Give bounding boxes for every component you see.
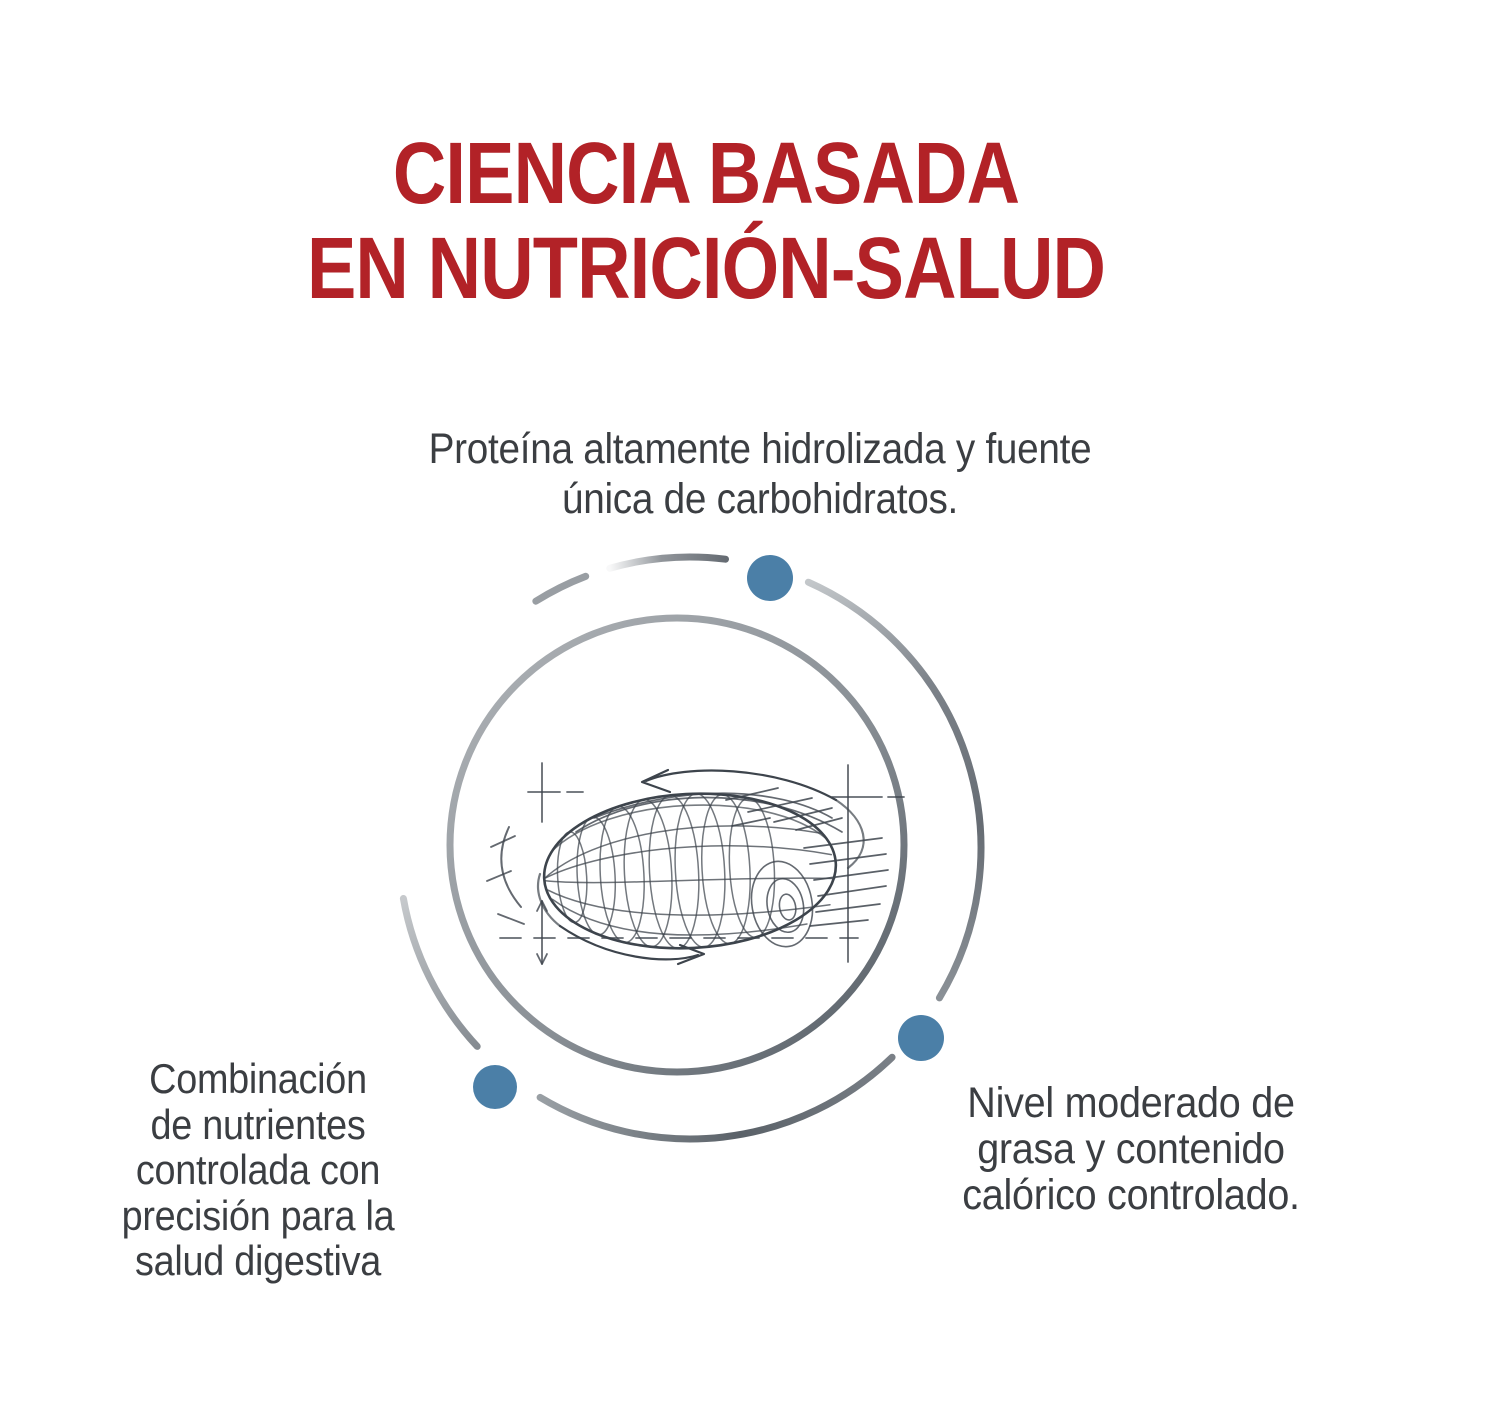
callout-protein-line-2: única de carbohidratos.	[561, 475, 959, 523]
callout-nutrients-line-2: de nutrientes	[150, 1100, 366, 1148]
marker-dot-right	[898, 1015, 944, 1061]
page-title	[106, 126, 1306, 316]
inner-circle	[450, 618, 904, 1072]
callout-nutrients-line-5: salud digestiva	[134, 1237, 382, 1284]
callout-nutrients-line-4: precisión para la	[121, 1191, 395, 1239]
outer-ring	[403, 557, 981, 1139]
callout-nutrients	[105, 1056, 411, 1284]
rotation-arrow-top-head	[642, 770, 670, 792]
outer-ring-arc-top-left	[610, 557, 726, 568]
callout-protein	[418, 424, 1102, 524]
callout-nutrients-line-3: controlada con	[135, 1146, 381, 1193]
marker-dot-top	[747, 555, 793, 601]
callout-fat-line-1: Nivel moderado de	[967, 1079, 1295, 1127]
callout-protein-line-1: Proteína altamente hidrolizada y fuente	[428, 425, 1092, 473]
headline-line-2: EN NUTRICIÓN-SALUD	[306, 220, 1106, 317]
callout-fat-line-2: grasa y contenido	[977, 1125, 1285, 1173]
callout-fat	[947, 1080, 1315, 1218]
outer-ring-arc-top-left-dash	[536, 576, 586, 601]
kibble-nutrition-diagram	[380, 530, 1030, 1180]
callout-fat-line-3: calórico controlado.	[962, 1171, 1300, 1219]
headline-line-1: CIENCIA BASADA	[392, 125, 1020, 222]
marker-dot-bottom-left	[473, 1065, 517, 1109]
kibble-sketch	[487, 763, 904, 964]
callout-nutrients-line-1: Combinación	[149, 1055, 367, 1102]
